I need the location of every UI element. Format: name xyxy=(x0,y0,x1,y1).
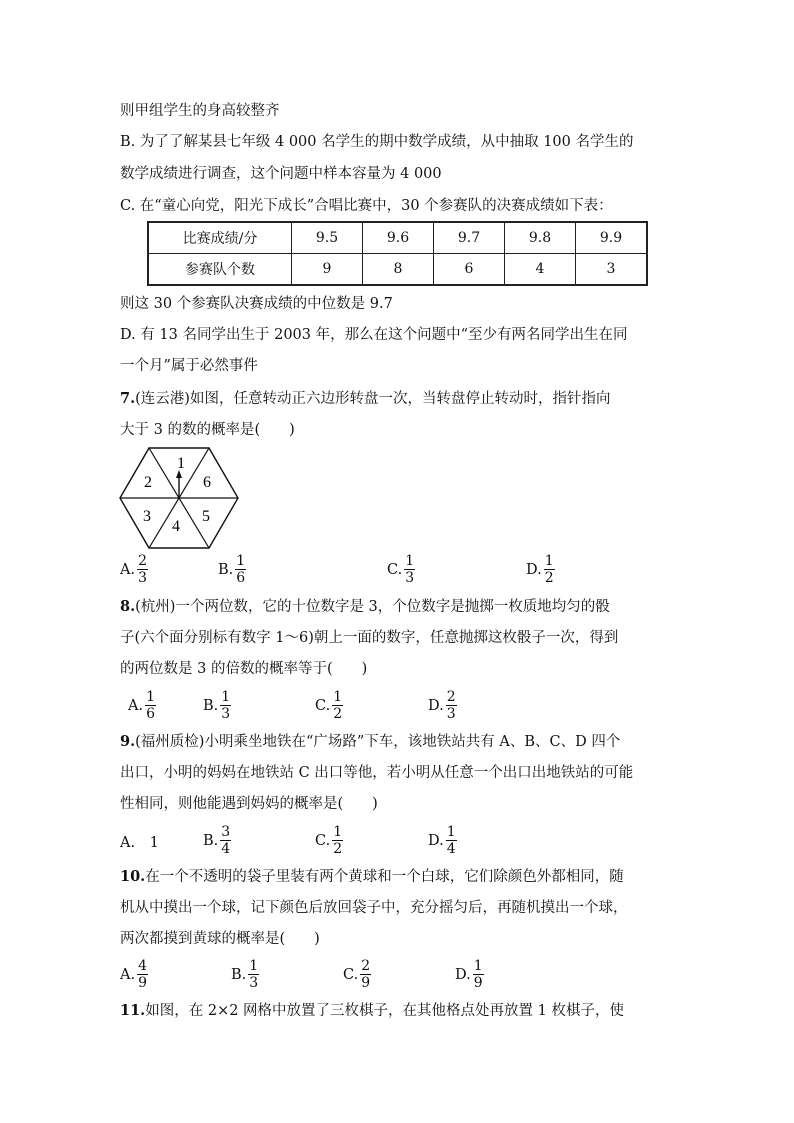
question-11-line1 xyxy=(120,1001,624,1021)
numerator: 1 xyxy=(333,689,343,705)
fraction xyxy=(220,824,231,857)
question-number: 9. xyxy=(120,733,136,750)
option-d[interactable] xyxy=(428,824,457,857)
fraction xyxy=(137,553,148,586)
denominator: 3 xyxy=(249,975,259,991)
numerator: 1 xyxy=(146,689,156,705)
option-c[interactable] xyxy=(387,553,415,586)
table-cell: 比赛成绩/分 xyxy=(148,222,292,254)
fraction xyxy=(360,958,371,991)
option-b-line1: B. 为了了解某县七年级 4 000 名学生的期中数学成绩，从中抽取 100 名学生的 xyxy=(120,134,634,150)
option-c[interactable] xyxy=(315,824,343,857)
denominator: 3 xyxy=(446,706,456,722)
numerator: 1 xyxy=(221,689,231,705)
option-d-line2: 一个月”属于必然事件 xyxy=(120,358,258,374)
question-8-line1 xyxy=(120,597,610,617)
option-b-line2: 数学成绩进行调查，这个问题中样本容量为 4 000 xyxy=(120,166,442,182)
question-10-line1 xyxy=(120,867,624,887)
option-c[interactable] xyxy=(343,958,371,991)
option-d[interactable] xyxy=(526,553,555,586)
option-letter: D. xyxy=(526,561,542,578)
denominator: 9 xyxy=(138,975,148,991)
fraction xyxy=(220,689,231,722)
denominator: 3 xyxy=(221,706,231,722)
option-a[interactable] xyxy=(120,958,148,991)
text-line: 则甲组学生的身高较整齐 xyxy=(120,103,280,119)
option-c[interactable] xyxy=(315,689,343,722)
numerator: 3 xyxy=(221,824,231,840)
question-9-line2: 出口，小明的妈妈在地铁站 C 出口等他，若小明从任意一个出口出地铁站的可能 xyxy=(120,765,634,781)
table-cell: 4 xyxy=(505,254,576,286)
option-d-line1: D. 有 13 名同学出生于 2003 年，那么在这个问题中“至少有两名同学出生在同 xyxy=(120,327,628,343)
table-cell: 9.6 xyxy=(363,222,434,254)
option-b[interactable] xyxy=(203,689,231,722)
option-letter: C. xyxy=(387,561,403,578)
option-c-line1: C. 在“童心向党，阳光下成长”合唱比赛中，30 个参赛队的决赛成绩如下表： xyxy=(120,198,613,214)
option-letter: D. xyxy=(455,966,471,983)
question-text: 如图，在 2×2 网格中放置了三枚棋子，在其他格点处再放置 1 枚棋子，使 xyxy=(145,1003,624,1019)
option-letter: C. xyxy=(343,966,359,983)
fraction xyxy=(332,689,343,722)
question-number: 8. xyxy=(120,598,136,615)
question-number: 11. xyxy=(120,1002,146,1019)
numerator: 1 xyxy=(446,824,456,840)
spinner-label: 3 xyxy=(143,508,151,525)
question-number: 10. xyxy=(120,868,146,885)
numerator: 2 xyxy=(138,553,148,569)
denominator: 6 xyxy=(146,706,156,722)
fraction xyxy=(145,689,156,722)
denominator: 4 xyxy=(221,841,231,857)
question-7-line1 xyxy=(120,389,610,409)
denominator: 2 xyxy=(544,570,554,586)
table-cell: 9.8 xyxy=(505,222,576,254)
spinner-label: 6 xyxy=(203,474,211,491)
numerator: 1 xyxy=(249,958,259,974)
fraction xyxy=(473,958,484,991)
numerator: 1 xyxy=(236,553,246,569)
option-a[interactable] xyxy=(128,689,156,722)
numerator: 1 xyxy=(333,824,343,840)
numerator: 1 xyxy=(473,958,483,974)
table-cell: 6 xyxy=(434,254,505,286)
denominator: 3 xyxy=(138,570,148,586)
spinner-label: 2 xyxy=(144,474,152,491)
option-letter: B. xyxy=(218,561,234,578)
table-cell: 9.5 xyxy=(292,222,363,254)
option-letter: C. xyxy=(315,832,331,849)
option-letter: D. xyxy=(428,697,444,714)
denominator: 4 xyxy=(446,841,456,857)
numerator: 1 xyxy=(405,553,415,569)
option-b[interactable] xyxy=(231,958,259,991)
spinner-label: 5 xyxy=(202,508,210,525)
option-d[interactable] xyxy=(455,958,484,991)
option-a[interactable] xyxy=(120,553,148,586)
denominator: 9 xyxy=(361,975,371,991)
fraction xyxy=(544,553,555,586)
denominator: 2 xyxy=(333,706,343,722)
option-letter: A. xyxy=(120,966,136,983)
question-8-line3: 的两位数是 3 的倍数的概率等于( ) xyxy=(120,661,368,677)
option-letter: B. xyxy=(203,697,219,714)
option-letter: A. 1 xyxy=(120,834,159,851)
fraction xyxy=(332,824,343,857)
spinner-label: 1 xyxy=(177,455,185,472)
table-cell: 8 xyxy=(363,254,434,286)
option-letter: B. xyxy=(203,832,219,849)
numerator: 4 xyxy=(138,958,148,974)
fraction xyxy=(446,824,457,857)
question-7-line2: 大于 3 的数的概率是( ) xyxy=(120,422,295,438)
numerator: 2 xyxy=(446,689,456,705)
fraction xyxy=(248,958,259,991)
fraction xyxy=(137,958,148,991)
option-letter: B. xyxy=(231,966,247,983)
hexagon-spinner xyxy=(118,446,240,550)
table-row xyxy=(148,222,647,254)
score-table xyxy=(147,221,648,286)
question-9-line1 xyxy=(120,732,620,752)
question-text: (杭州)一个两位数，它的十位数字是 3，个位数字是抛掷一枚质地均匀的骰 xyxy=(135,599,610,615)
numerator: 2 xyxy=(361,958,371,974)
table-cell: 9.7 xyxy=(434,222,505,254)
fraction xyxy=(235,553,246,586)
question-8-line2: 子(六个面分别标有数字 1～6)朝上一面的数字，任意抛掷这枚骰子一次，得到 xyxy=(120,630,619,646)
fraction xyxy=(404,553,415,586)
option-d[interactable] xyxy=(428,689,457,722)
option-letter: A. xyxy=(128,697,144,714)
table-cell: 3 xyxy=(576,254,648,286)
question-number: 7. xyxy=(120,390,136,407)
table-cell: 9 xyxy=(292,254,363,286)
option-b[interactable] xyxy=(203,824,231,857)
option-letter: D. xyxy=(428,832,444,849)
option-letter: C. xyxy=(315,697,331,714)
denominator: 6 xyxy=(236,570,246,586)
denominator: 3 xyxy=(405,570,415,586)
option-c-line2: 则这 30 个参赛队决赛成绩的中位数是 9.7 xyxy=(120,296,393,312)
question-10-line3: 两次都摸到黄球的概率是( ) xyxy=(120,931,320,947)
option-letter: A. xyxy=(120,561,136,578)
question-text: (连云港)如图，任意转动正六边形转盘一次，当转盘停止转动时，指针指向 xyxy=(135,391,611,407)
fraction xyxy=(446,689,457,722)
question-text: 在一个不透明的袋子里装有两个黄球和一个白球，它们除颜色外都相同，随 xyxy=(145,869,624,885)
option-b[interactable] xyxy=(218,553,246,586)
question-text: (福州质检)小明乘坐地铁在“广场路”下车，该地铁站共有 A、B、C、D 四个 xyxy=(135,734,621,750)
table-cell: 9.9 xyxy=(576,222,648,254)
question-9-line3: 性相同，则他能遇到妈妈的概率是( ) xyxy=(120,796,378,812)
table-cell: 参赛队个数 xyxy=(148,254,292,286)
table-row xyxy=(148,254,647,286)
option-a[interactable] xyxy=(120,824,159,858)
denominator: 9 xyxy=(473,975,483,991)
numerator: 1 xyxy=(544,553,554,569)
spinner-label: 4 xyxy=(172,518,180,535)
denominator: 2 xyxy=(333,841,343,857)
question-10-line2: 机从中摸出一个球，记下颜色后放回袋子中，充分摇匀后，再随机摸出一个球， xyxy=(120,900,628,916)
